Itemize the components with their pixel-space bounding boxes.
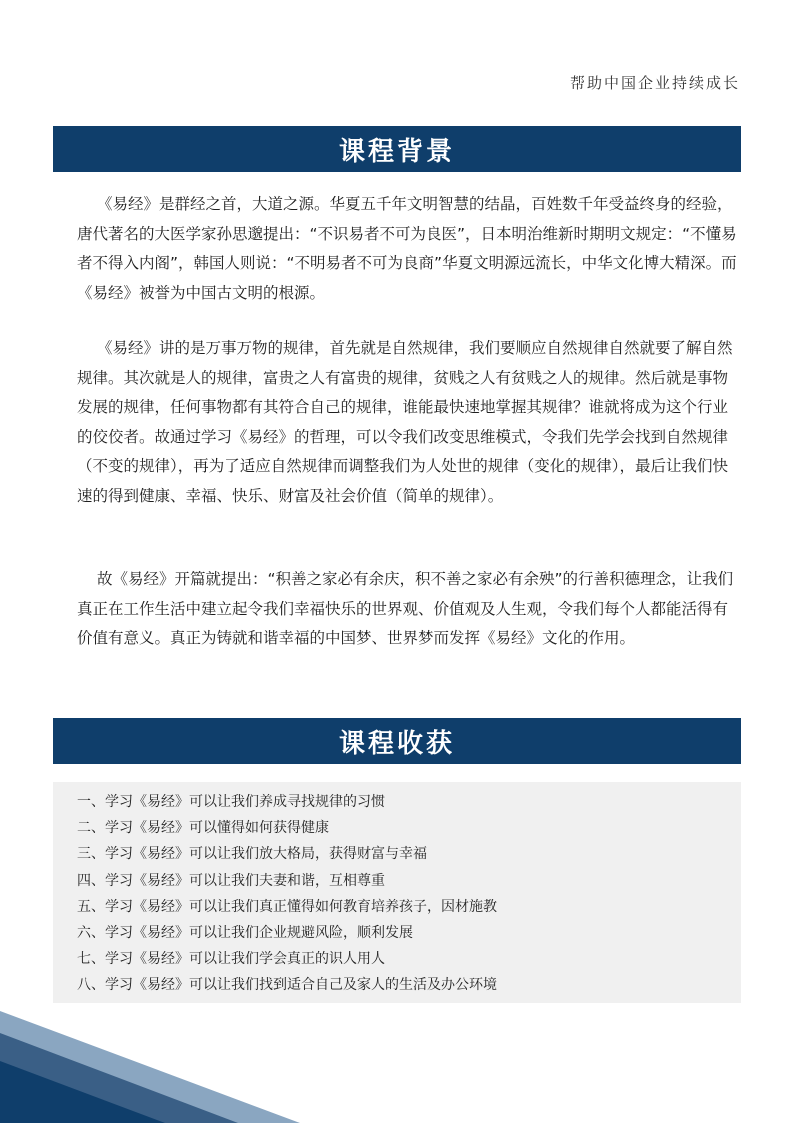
gains-list xyxy=(53,782,741,999)
page-tagline: 帮助中国企业持续成长 xyxy=(569,74,740,92)
corner-decoration xyxy=(0,1011,300,1123)
gain-item-7: 七、学习《易经》可以让我们学会真正的识人用人 xyxy=(77,951,385,968)
gain-item-6: 六、学习《易经》可以让我们企业规避风险，顺利发展 xyxy=(77,925,413,942)
gain-item-5: 五、学习《易经》可以让我们真正懂得如何教育培养孩子，因材施教 xyxy=(77,898,497,915)
background-paragraph-3: 故《易经》开篇就提出：“积善之家必有余庆，积不善之家必有余殃”的行善积德理念，让我们真正在工作生活中建立起令我们幸福快乐的世界观、价值观及人生观，令我们每个人都能活得有价值有意义。真正为铸就和谐幸福的中国梦、世界梦而发挥《易经》文化的作用。 xyxy=(77,570,734,647)
section-title-background: 课程背景 xyxy=(53,126,741,172)
background-paragraph-1: 《易经》是群经之首，大道之源。华夏五千年文明智慧的结晶，百姓数千年受益终身的经验，唐代著名的大医学家孙思邈提出：“不识易者不可为良医”，日本明治维新时期明文规定：“不懂易者不得入内阁”，韩国人则说：“不明易者不可为良商”华夏文明源远流长，中华文化博大精深。而《易经》被誉为中国古文明的根源。 xyxy=(77,195,737,302)
gain-item-3: 三、学习《易经》可以让我们放大格局，获得财富与幸福 xyxy=(77,846,427,863)
gains-list-panel xyxy=(53,782,741,1003)
gain-item-4: 四、学习《易经》可以让我们夫妻和谐，互相尊重 xyxy=(77,872,385,889)
gain-item-2: 二、学习《易经》可以懂得如何获得健康 xyxy=(77,820,329,837)
background-paragraph-2: 《易经》讲的是万事万物的规律，首先就是自然规律，我们要顺应自然规律自然就要了解自然规律。其次就是人的规律，富贵之人有富贵的规律，贫贱之人有贫贱之人的规律。然后就是事物发展的规律，任何事物都有其符合自己的规律，谁能最快速地掌握其规律？谁就将成为这个行业的佼佼者。故通过学习《易经》的哲理，可以令我们改变思维模式，令我们先学会找到自然规律（不变的规律），再为了适应自然规律而调整我们为人处世的规律（变化的规律），最后让我们快速的得到健康、幸福、快乐、财富及社会价值（简单的规律）。 xyxy=(77,339,733,505)
gain-item-1: 一、学习《易经》可以让我们养成寻找规律的习惯 xyxy=(77,794,385,810)
section-title-gains: 课程收获 xyxy=(53,718,741,764)
gain-item-8: 八、学习《易经》可以让我们找到适合自己及家人的生活及办公环境 xyxy=(77,977,497,994)
